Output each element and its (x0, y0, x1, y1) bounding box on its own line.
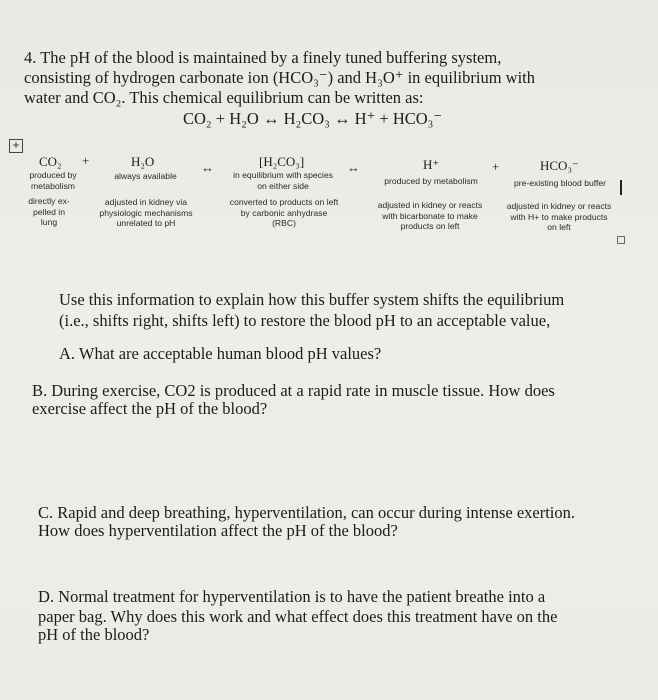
hco3-desc-1: pre-existing blood buffer (513, 178, 607, 188)
plus-square-icon[interactable]: + (9, 139, 23, 153)
plus-sign-2: + (492, 159, 500, 174)
double-arrow-icon: ↔ (201, 160, 214, 175)
part-d-line-2: paper bag. Why does this work and what effect does this treatment have on the (38, 607, 558, 626)
h2co3-desc-2: converted to products on left by carbonic anhydrase (RBC) (229, 197, 339, 228)
part-d-line-1: D. Normal treatment for hyperventilation is to have the patient breathe into a (38, 587, 546, 606)
hplus-desc-2: adjusted in kidney or reacts with bicarbonate to make products on left (377, 200, 483, 231)
hplus-desc-1: produced by metabolism (384, 176, 478, 186)
resize-handle-icon[interactable] (617, 236, 625, 244)
co2-desc-1: produced by metabolism (29, 170, 77, 191)
h2co3-desc-1: in equilibrium with species on either side (233, 170, 333, 191)
hplus-formula: H⁺ (423, 157, 440, 172)
question-intro-line-3: water and CO₂. This chemical equilibrium can be written as: (24, 88, 424, 107)
part-b-line-2: exercise affect the pH of the blood? (32, 399, 268, 418)
co2-formula: CO₂ (39, 154, 62, 169)
double-arrow-icon: ↔ (347, 160, 360, 175)
text-cursor (620, 180, 622, 195)
equilibrium-equation: CO₂ + H₂O ↔ H₂CO₃ ↔ H⁺ + HCO₃⁻ (183, 109, 443, 128)
h2co3-formula: [H₂CO₃] (259, 154, 305, 169)
question-intro-line-1: 4. The pH of the blood is maintained by a finely tuned buffering system, (24, 48, 502, 67)
part-b-line-1: B. During exercise, CO2 is produced at a rapid rate in muscle tissue. How does (32, 381, 555, 400)
part-d-line-3: pH of the blood? (38, 625, 150, 644)
part-c-line-1: C. Rapid and deep breathing, hyperventilation, can occur during intense exertion. (38, 503, 575, 522)
co2-desc-2: directly ex- pelled in lung (28, 196, 70, 227)
h2o-desc-1: always available (114, 171, 177, 181)
hco3-formula: HCO₃⁻ (540, 158, 579, 173)
h2o-formula: H₂O (131, 154, 155, 169)
h2o-desc-2: adjusted in kidney via physiologic mechanisms unrelated to pH (99, 197, 193, 228)
hco3-desc-2: adjusted in kidney or reacts with H+ to make products on left (506, 201, 612, 232)
part-c-line-2: How does hyperventilation affect the pH of the blood? (38, 521, 398, 540)
prompt-line-2: (i.e., shifts right, shifts left) to restore the blood pH to an acceptable value, (59, 311, 551, 330)
plus-sign-1: + (82, 153, 90, 168)
prompt-line-1: Use this information to explain how this buffer system shifts the equilibrium (59, 290, 565, 309)
part-a: A. What are acceptable human blood pH values? (59, 344, 382, 363)
question-intro-line-2: consisting of hydrogen carbonate ion (HCO₃⁻) and H₃O⁺ in equilibrium with (24, 68, 536, 87)
